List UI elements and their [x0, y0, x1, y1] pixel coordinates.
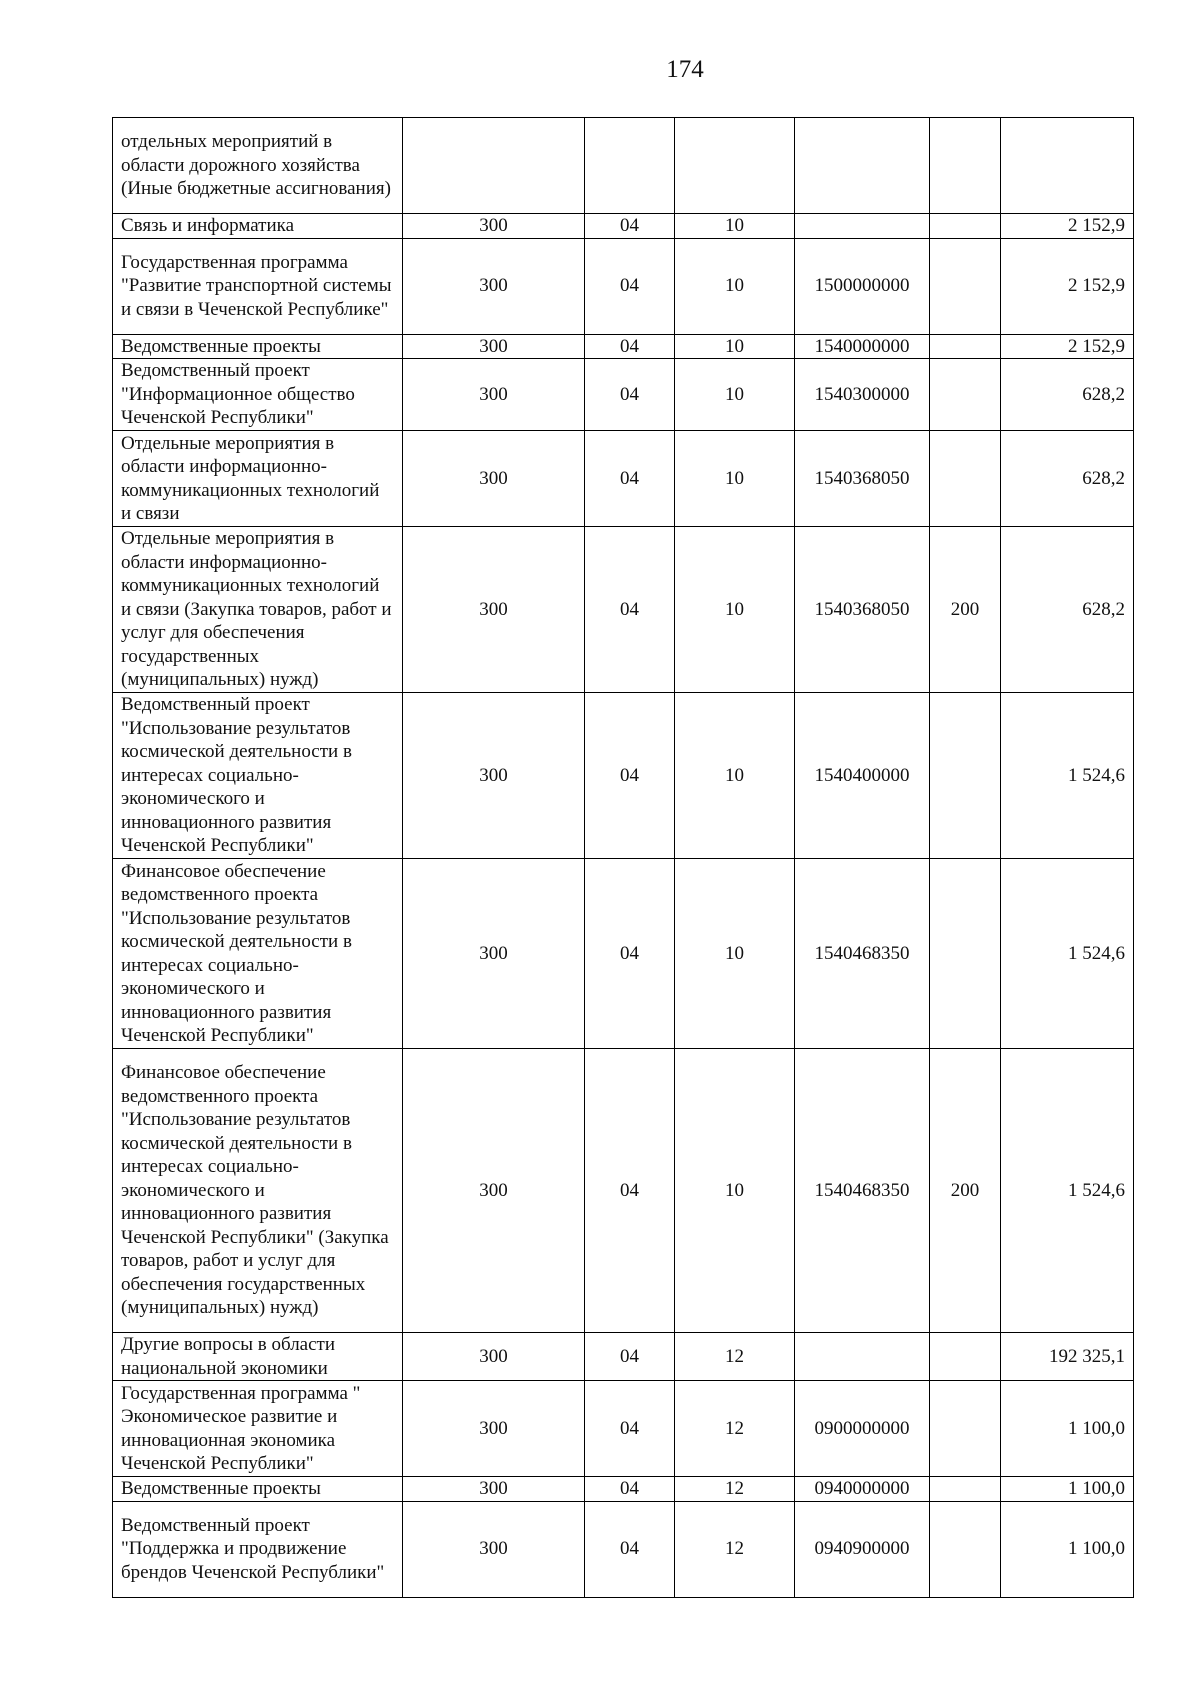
row-name: Ведомственные проекты	[113, 1477, 403, 1502]
table-row	[113, 238, 1134, 334]
row-section: 04	[585, 693, 675, 859]
row-section: 04	[585, 431, 675, 527]
row-grbs: 300	[403, 859, 585, 1049]
row-subsection: 10	[675, 359, 795, 431]
row-grbs: 300	[403, 1477, 585, 1502]
table-row	[113, 1381, 1134, 1477]
row-target-article	[795, 118, 930, 214]
row-subsection: 10	[675, 527, 795, 693]
row-target-article: 1540468350	[795, 1049, 930, 1333]
row-expense-type	[930, 1477, 1001, 1502]
row-subsection	[675, 118, 795, 214]
row-sum: 2 152,9	[1001, 334, 1134, 359]
row-section: 04	[585, 527, 675, 693]
table-row	[113, 1477, 1134, 1502]
row-subsection: 10	[675, 334, 795, 359]
row-grbs: 300	[403, 431, 585, 527]
row-subsection: 10	[675, 238, 795, 334]
row-target-article: 0940000000	[795, 1477, 930, 1502]
row-expense-type	[930, 238, 1001, 334]
row-subsection: 10	[675, 431, 795, 527]
page-number: 174	[666, 56, 704, 83]
row-section: 04	[585, 1049, 675, 1333]
row-expense-type	[930, 431, 1001, 527]
row-sum: 628,2	[1001, 527, 1134, 693]
row-target-article: 1540368050	[795, 527, 930, 693]
row-section	[585, 118, 675, 214]
row-target-article: 1500000000	[795, 238, 930, 334]
row-subsection: 12	[675, 1501, 795, 1597]
row-expense-type	[930, 214, 1001, 239]
row-grbs	[403, 118, 585, 214]
row-section: 04	[585, 334, 675, 359]
row-subsection: 12	[675, 1381, 795, 1477]
row-sum: 1 100,0	[1001, 1501, 1134, 1597]
table-row	[113, 334, 1134, 359]
row-sum: 192 325,1	[1001, 1333, 1134, 1381]
row-name: Связь и информатика	[113, 214, 403, 239]
row-target-article: 1540468350	[795, 859, 930, 1049]
row-expense-type: 200	[930, 1049, 1001, 1333]
row-section: 04	[585, 238, 675, 334]
row-sum: 628,2	[1001, 431, 1134, 527]
row-name: Ведомственный проект "Использование результатов космической деятельности в интересах социально-экономического и инновационного развития Чеченской Республики"	[113, 693, 403, 859]
row-name: Финансовое обеспечение ведомственного проекта "Использование результатов космической деятельности в интересах социально-экономического и инновационного развития Чеченской Республики" (Закупка товаров, работ и услуг для обеспечения государственных (муниципальных) нужд)	[113, 1049, 403, 1333]
row-expense-type	[930, 359, 1001, 431]
row-expense-type	[930, 859, 1001, 1049]
row-name: Ведомственный проект "Поддержка и продвижение брендов Чеченской Республики"	[113, 1501, 403, 1597]
row-target-article: 1540300000	[795, 359, 930, 431]
row-grbs: 300	[403, 334, 585, 359]
row-sum: 1 100,0	[1001, 1477, 1134, 1502]
row-sum: 628,2	[1001, 359, 1134, 431]
row-expense-type	[930, 118, 1001, 214]
row-sum: 1 524,6	[1001, 859, 1134, 1049]
row-expense-type	[930, 1381, 1001, 1477]
table-row	[113, 359, 1134, 431]
row-expense-type	[930, 1501, 1001, 1597]
row-subsection: 12	[675, 1333, 795, 1381]
row-grbs: 300	[403, 693, 585, 859]
row-target-article	[795, 214, 930, 239]
row-name: Отдельные мероприятия в области информационно-коммуникационных технологий и связи	[113, 431, 403, 527]
row-section: 04	[585, 359, 675, 431]
row-grbs: 300	[403, 238, 585, 334]
row-name: Финансовое обеспечение ведомственного проекта "Использование результатов космической деятельности в интересах социально-экономического и инновационного развития Чеченской Республики"	[113, 859, 403, 1049]
row-name: отдельных мероприятий в области дорожного хозяйства (Иные бюджетные ассигнования)	[113, 118, 403, 214]
row-sum: 1 524,6	[1001, 1049, 1134, 1333]
row-target-article: 0940900000	[795, 1501, 930, 1597]
row-grbs: 300	[403, 527, 585, 693]
row-expense-type: 200	[930, 527, 1001, 693]
row-sum: 2 152,9	[1001, 214, 1134, 239]
table-row	[113, 214, 1134, 239]
table-row	[113, 1049, 1134, 1333]
row-section: 04	[585, 1477, 675, 1502]
row-target-article: 1540368050	[795, 431, 930, 527]
table-row	[113, 859, 1134, 1049]
row-target-article: 1540400000	[795, 693, 930, 859]
row-grbs: 300	[403, 1333, 585, 1381]
table-row	[113, 1501, 1134, 1597]
row-expense-type	[930, 334, 1001, 359]
row-target-article: 1540000000	[795, 334, 930, 359]
row-subsection: 10	[675, 859, 795, 1049]
row-section: 04	[585, 859, 675, 1049]
row-name: Отдельные мероприятия в области информационно-коммуникационных технологий и связи (Закупка товаров, работ и услуг для обеспечения государственных (муниципальных) нужд)	[113, 527, 403, 693]
row-target-article	[795, 1333, 930, 1381]
row-subsection: 10	[675, 214, 795, 239]
row-sum	[1001, 118, 1134, 214]
row-expense-type	[930, 1333, 1001, 1381]
row-subsection: 10	[675, 693, 795, 859]
row-name: Ведомственный проект "Информационное общество Чеченской Республики"	[113, 359, 403, 431]
table-row	[113, 527, 1134, 693]
row-sum: 1 524,6	[1001, 693, 1134, 859]
table-row	[113, 1333, 1134, 1381]
row-section: 04	[585, 1381, 675, 1477]
row-grbs: 300	[403, 359, 585, 431]
row-subsection: 12	[675, 1477, 795, 1502]
table-row	[113, 431, 1134, 527]
row-section: 04	[585, 1333, 675, 1381]
row-sum: 2 152,9	[1001, 238, 1134, 334]
row-section: 04	[585, 214, 675, 239]
row-name: Государственная программа " Экономическое развитие и инновационная экономика Чеченской Республики"	[113, 1381, 403, 1477]
row-expense-type	[930, 693, 1001, 859]
budget-table	[112, 117, 1134, 1598]
row-name: Ведомственные проекты	[113, 334, 403, 359]
row-grbs: 300	[403, 214, 585, 239]
row-section: 04	[585, 1501, 675, 1597]
row-target-article: 0900000000	[795, 1381, 930, 1477]
table-row	[113, 118, 1134, 214]
row-name: Государственная программа "Развитие транспортной системы и связи в Чеченской Республике"	[113, 238, 403, 334]
row-grbs: 300	[403, 1381, 585, 1477]
row-grbs: 300	[403, 1049, 585, 1333]
row-sum: 1 100,0	[1001, 1381, 1134, 1477]
row-subsection: 10	[675, 1049, 795, 1333]
row-grbs: 300	[403, 1501, 585, 1597]
row-name: Другие вопросы в области национальной экономики	[113, 1333, 403, 1381]
table-row	[113, 693, 1134, 859]
